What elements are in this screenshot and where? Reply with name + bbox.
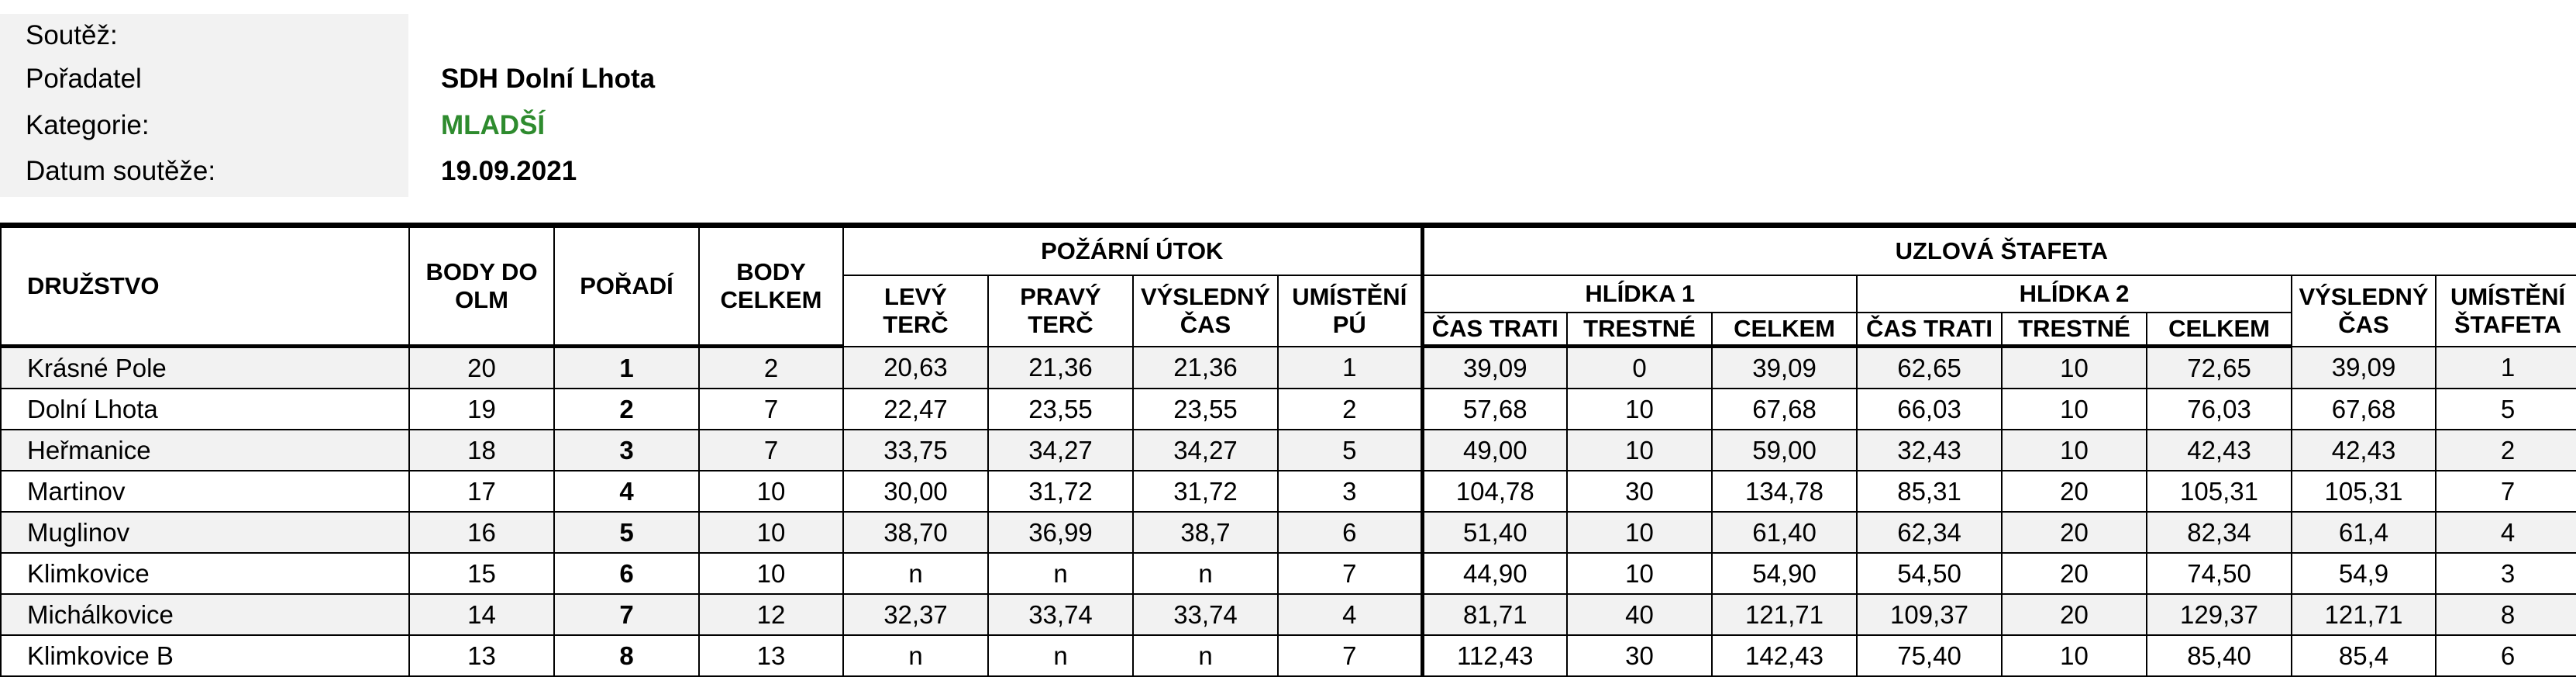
cell-relay-placement: 5	[2436, 389, 2576, 430]
cell-points-total: 10	[699, 512, 843, 553]
cell-p1-total: 59,00	[1712, 430, 1857, 471]
cell-p2-total: 72,65	[2147, 347, 2292, 389]
cell-order: 4	[554, 471, 699, 512]
header-relay: UZLOVÁ ŠTAFETA	[1422, 226, 2576, 276]
cell-relay-final-time: 105,31	[2292, 471, 2436, 512]
cell-p2-track-time: 62,34	[1857, 512, 2002, 553]
header-left-target: LEVÝ TERČ	[843, 275, 988, 347]
header-relay-placement: UMÍSTĚNÍ ŠTAFETA	[2436, 275, 2576, 347]
cell-right-target: n	[988, 553, 1133, 594]
cell-left-target: 32,37	[843, 594, 988, 635]
cell-team: Klimkovice	[1, 553, 409, 594]
cell-points-olm: 18	[409, 430, 554, 471]
cell-points-olm: 15	[409, 553, 554, 594]
cell-points-total: 13	[699, 635, 843, 676]
cell-p1-track-time: 104,78	[1422, 471, 1567, 512]
cell-p1-total: 39,09	[1712, 347, 1857, 389]
cell-points-total: 7	[699, 430, 843, 471]
cell-placement-pu: 7	[1278, 635, 1422, 676]
cell-team: Heřmanice	[1, 430, 409, 471]
cell-right-target: 33,74	[988, 594, 1133, 635]
table-row	[1, 471, 2576, 512]
header-p1-total: CELKEM	[1712, 313, 1857, 347]
table-row	[1, 347, 2576, 389]
cell-right-target: n	[988, 635, 1133, 676]
cell-p1-penalty: 10	[1567, 389, 1712, 430]
table-row	[1, 594, 2576, 635]
cell-p2-total: 76,03	[2147, 389, 2292, 430]
cell-p2-track-time: 62,65	[1857, 347, 2002, 389]
cell-final-time: 21,36	[1133, 347, 1278, 389]
cell-final-time: 33,74	[1133, 594, 1278, 635]
date-label: Datum soutěže:	[26, 156, 216, 186]
table-row	[1, 635, 2576, 676]
cell-points-olm: 19	[409, 389, 554, 430]
cell-final-time: n	[1133, 635, 1278, 676]
cell-final-time: 23,55	[1133, 389, 1278, 430]
header-p1-penalty: TRESTNÉ	[1567, 313, 1712, 347]
cell-points-olm: 13	[409, 635, 554, 676]
category-value: MLADŠÍ	[441, 110, 546, 140]
cell-relay-placement: 4	[2436, 512, 2576, 553]
cell-placement-pu: 6	[1278, 512, 1422, 553]
cell-p1-penalty: 10	[1567, 512, 1712, 553]
cell-p1-total: 67,68	[1712, 389, 1857, 430]
header-relay-final-time: VÝSLEDNÝ ČAS	[2292, 275, 2436, 347]
cell-team: Michálkovice	[1, 594, 409, 635]
cell-p1-track-time: 81,71	[1422, 594, 1567, 635]
cell-team: Klimkovice B	[1, 635, 409, 676]
cell-p2-track-time: 85,31	[1857, 471, 2002, 512]
competition-label: Soutěž:	[26, 20, 118, 50]
cell-p1-penalty: 30	[1567, 471, 1712, 512]
cell-relay-placement: 3	[2436, 553, 2576, 594]
cell-points-olm: 14	[409, 594, 554, 635]
cell-right-target: 36,99	[988, 512, 1133, 553]
header-patrol-1: HLÍDKA 1	[1422, 275, 1857, 313]
cell-p1-track-time: 44,90	[1422, 553, 1567, 594]
cell-p2-track-time: 75,40	[1857, 635, 2002, 676]
table-row	[1, 430, 2576, 471]
cell-placement-pu: 7	[1278, 553, 1422, 594]
cell-p2-total: 85,40	[2147, 635, 2292, 676]
header-right-target: PRAVÝ TERČ	[988, 275, 1133, 347]
cell-relay-placement: 1	[2436, 347, 2576, 389]
cell-team: Dolní Lhota	[1, 389, 409, 430]
cell-p2-penalty: 10	[2002, 430, 2147, 471]
cell-p2-penalty: 20	[2002, 553, 2147, 594]
header-points-olm: BODY DO OLM	[409, 226, 554, 347]
cell-placement-pu: 4	[1278, 594, 1422, 635]
cell-p2-penalty: 10	[2002, 635, 2147, 676]
cell-relay-final-time: 42,43	[2292, 430, 2436, 471]
cell-p2-track-time: 109,37	[1857, 594, 2002, 635]
table-row	[1, 512, 2576, 553]
cell-p1-penalty: 0	[1567, 347, 1712, 389]
cell-order: 6	[554, 553, 699, 594]
cell-relay-final-time: 54,9	[2292, 553, 2436, 594]
cell-left-target: 38,70	[843, 512, 988, 553]
cell-order: 7	[554, 594, 699, 635]
cell-p1-track-time: 49,00	[1422, 430, 1567, 471]
cell-p2-total: 74,50	[2147, 553, 2292, 594]
cell-relay-final-time: 121,71	[2292, 594, 2436, 635]
cell-p2-total: 42,43	[2147, 430, 2292, 471]
cell-p1-total: 54,90	[1712, 553, 1857, 594]
cell-relay-final-time: 67,68	[2292, 389, 2436, 430]
cell-p1-total: 134,78	[1712, 471, 1857, 512]
cell-order: 3	[554, 430, 699, 471]
cell-team: Martinov	[1, 471, 409, 512]
table-row	[1, 389, 2576, 430]
cell-final-time: 38,7	[1133, 512, 1278, 553]
cell-p2-penalty: 10	[2002, 347, 2147, 389]
table-row	[1, 553, 2576, 594]
header-order: POŘADÍ	[554, 226, 699, 347]
cell-right-target: 21,36	[988, 347, 1133, 389]
header-p2-total: CELKEM	[2147, 313, 2292, 347]
results-body	[1, 347, 2576, 677]
cell-left-target: n	[843, 553, 988, 594]
cell-order: 5	[554, 512, 699, 553]
cell-right-target: 34,27	[988, 430, 1133, 471]
cell-p1-track-time: 112,43	[1422, 635, 1567, 676]
cell-order: 1	[554, 347, 699, 389]
cell-team: Krásné Pole	[1, 347, 409, 389]
cell-left-target: 20,63	[843, 347, 988, 389]
cell-p1-total: 121,71	[1712, 594, 1857, 635]
cell-p2-total: 82,34	[2147, 512, 2292, 553]
cell-p1-total: 61,40	[1712, 512, 1857, 553]
cell-p2-penalty: 20	[2002, 471, 2147, 512]
header-points-total: BODY CELKEM	[699, 226, 843, 347]
header-p2-track-time: ČAS TRATI	[1857, 313, 2002, 347]
cell-p2-track-time: 32,43	[1857, 430, 2002, 471]
header-p2-penalty: TRESTNÉ	[2002, 313, 2147, 347]
cell-left-target: n	[843, 635, 988, 676]
cell-order: 8	[554, 635, 699, 676]
cell-p1-track-time: 57,68	[1422, 389, 1567, 430]
cell-placement-pu: 1	[1278, 347, 1422, 389]
cell-points-total: 7	[699, 389, 843, 430]
cell-final-time: 34,27	[1133, 430, 1278, 471]
cell-p1-penalty: 30	[1567, 635, 1712, 676]
cell-p1-penalty: 10	[1567, 430, 1712, 471]
cell-team: Muglinov	[1, 512, 409, 553]
cell-p1-track-time: 39,09	[1422, 347, 1567, 389]
cell-points-total: 2	[699, 347, 843, 389]
cell-p2-penalty: 10	[2002, 389, 2147, 430]
cell-p2-total: 105,31	[2147, 471, 2292, 512]
cell-placement-pu: 5	[1278, 430, 1422, 471]
cell-points-olm: 16	[409, 512, 554, 553]
cell-p1-track-time: 51,40	[1422, 512, 1567, 553]
cell-p1-total: 142,43	[1712, 635, 1857, 676]
cell-final-time: 31,72	[1133, 471, 1278, 512]
cell-relay-final-time: 85,4	[2292, 635, 2436, 676]
organizer-value: SDH Dolní Lhota	[441, 64, 656, 94]
organizer-label: Pořadatel	[26, 64, 142, 94]
header-placement-pu: UMÍSTĚNÍ PÚ	[1278, 275, 1422, 347]
cell-p1-penalty: 10	[1567, 553, 1712, 594]
category-label: Kategorie:	[26, 110, 150, 140]
header-team: DRUŽSTVO	[1, 226, 409, 347]
date-value: 19.09.2021	[441, 156, 577, 186]
cell-points-total: 10	[699, 553, 843, 594]
cell-placement-pu: 2	[1278, 389, 1422, 430]
cell-left-target: 22,47	[843, 389, 988, 430]
cell-p1-penalty: 40	[1567, 594, 1712, 635]
cell-p2-total: 129,37	[2147, 594, 2292, 635]
header-fire-attack: POŽÁRNÍ ÚTOK	[843, 226, 1422, 276]
cell-points-total: 12	[699, 594, 843, 635]
cell-relay-final-time: 39,09	[2292, 347, 2436, 389]
cell-right-target: 23,55	[988, 389, 1133, 430]
cell-order: 2	[554, 389, 699, 430]
cell-placement-pu: 3	[1278, 471, 1422, 512]
cell-left-target: 30,00	[843, 471, 988, 512]
cell-points-olm: 20	[409, 347, 554, 389]
header-p1-track-time: ČAS TRATI	[1422, 313, 1567, 347]
header-patrol-2: HLÍDKA 2	[1857, 275, 2292, 313]
cell-points-total: 10	[699, 471, 843, 512]
cell-relay-placement: 8	[2436, 594, 2576, 635]
cell-left-target: 33,75	[843, 430, 988, 471]
cell-p2-penalty: 20	[2002, 594, 2147, 635]
cell-relay-placement: 2	[2436, 430, 2576, 471]
cell-relay-final-time: 61,4	[2292, 512, 2436, 553]
cell-points-olm: 17	[409, 471, 554, 512]
cell-p2-track-time: 66,03	[1857, 389, 2002, 430]
cell-p2-track-time: 54,50	[1857, 553, 2002, 594]
cell-relay-placement: 7	[2436, 471, 2576, 512]
results-table	[0, 223, 2576, 677]
cell-right-target: 31,72	[988, 471, 1133, 512]
cell-relay-placement: 6	[2436, 635, 2576, 676]
cell-final-time: n	[1133, 553, 1278, 594]
header-final-time: VÝSLEDNÝ ČAS	[1133, 275, 1278, 347]
cell-p2-penalty: 20	[2002, 512, 2147, 553]
